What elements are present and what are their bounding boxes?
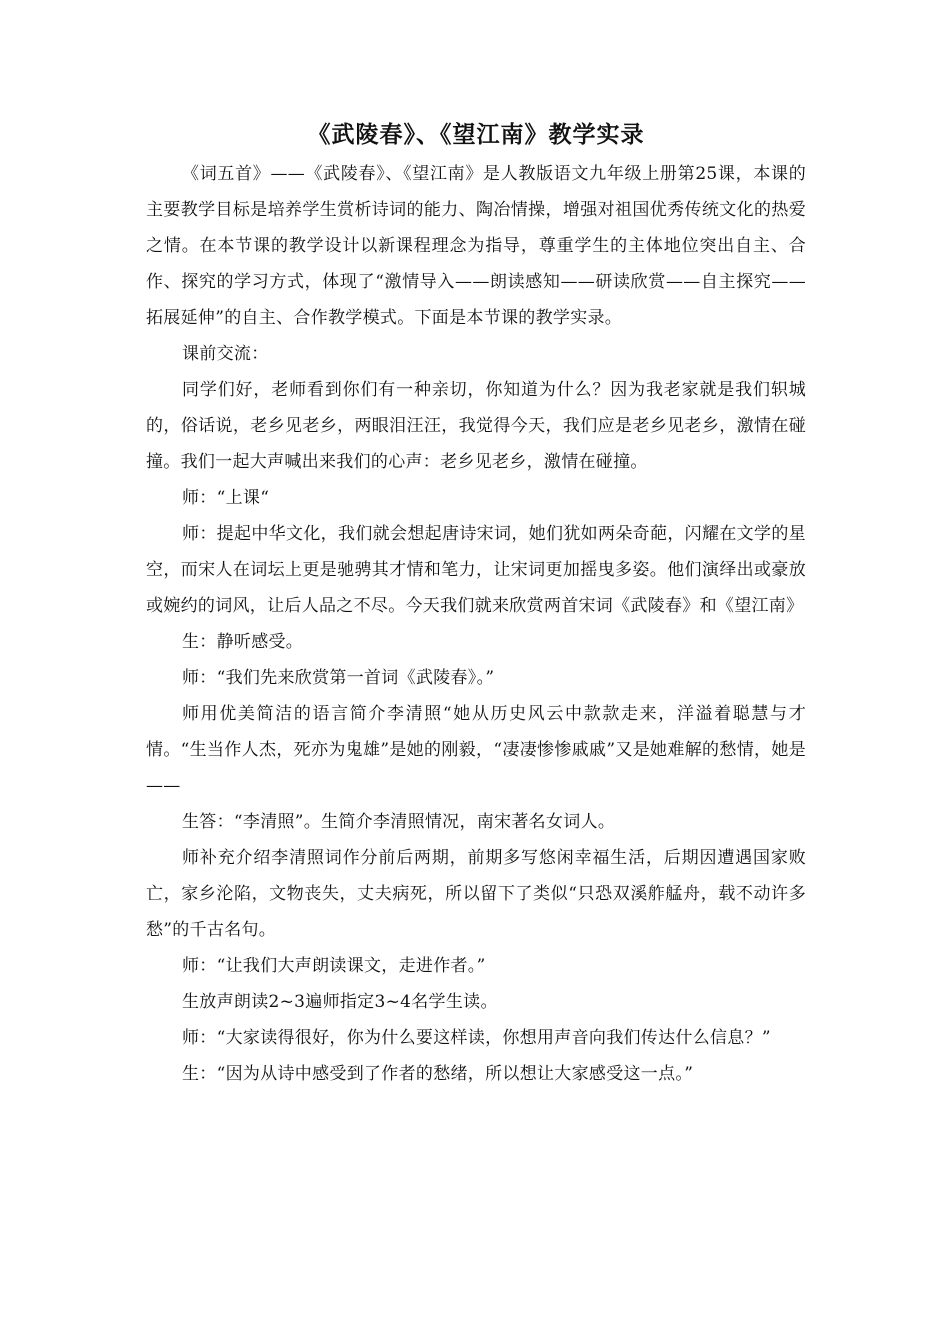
paragraph-teacher-supplement: 师补充介绍李清照词作分前后两期，前期多写悠闲幸福生活，后期因遭遇国家败亡，家乡沦陷，文物丧失，丈夫病死，所以留下了类似“只恐双溪舴艋舟，载不动许多愁”的千古名句。 [146,848,806,940]
paragraph-teacher-intro: 师：提起中华文化，我们就会想起唐诗宋词，她们犹如两朵奇葩，闪耀在文学的星空，而宋人在词坛上更是驰骋其才情和笔力，让宋词更加摇曳多姿。他们演绎出或豪放或婉约的词风，让后人品之不尽。今天我们就来欣赏两首宋词《武陵春》和《望江南》 [146,524,806,616]
paragraph-greeting: 同学们好，老师看到你们有一种亲切，你知道为什么？因为我老家就是我们轵城的，俗话说，老乡见老乡，两眼泪汪汪，我觉得今天，我们应是老乡见老乡，激情在碰撞。我们一起大声喊出来我们的心声：老乡见老乡，激情在碰撞。 [146,380,806,472]
document-page [146,116,806,1092]
document-title: 《武陵春》、《望江南》教学实录 [307,122,645,148]
paragraph-first-poem: 师：“我们先来欣赏第一首词《武陵春》。” [182,668,495,688]
paragraph-student-reading: 生放声朗读2~3遍师指定3~4名学生读。 [182,992,498,1012]
paragraph-student-listen: 生：静听感受。 [182,632,304,652]
paragraph-student-answer: 生答：“李清照”。生简介李清照情况，南宋著名女词人。 [182,812,616,832]
paragraph-pre-class-heading: 课前交流： [182,344,269,364]
paragraph-intro: 《词五首》——《武陵春》、《望江南》是人教版语文九年级上册第25课，本课的主要教学目标是培养学生赏析诗词的能力、陶冶情操，增强对祖国优秀传统文化的热爱之情。在本节课的教学设计以新课程理念为指导，尊重学生的主体地位突出自主、合作、探究的学习方式，体现了“激情导入——朗读感知——研读欣赏——自主探究——拓展延伸”的自主、合作教学模式。下面是本节课的教学实录。 [146,164,806,328]
paragraph-student-response: 生：“因为从诗中感受到了作者的愁绪，所以想让大家感受这一点。” [182,1064,694,1084]
paragraph-li-qingzhao-intro: 师用优美简洁的语言简介李清照“她从历史风云中款款走来，洋溢着聪慧与才情。“生当作人杰，死亦为鬼雄”是她的刚毅，“凄凄惨惨戚戚”又是她难解的愁情，她是—— [146,704,806,796]
paragraph-read-aloud: 师：“让我们大声朗读课文，走进作者。” [182,956,486,976]
paragraph-teacher-question: 师：“大家读得很好，你为什么要这样读，你想用声音向我们传达什么信息？” [182,1028,771,1048]
paragraph-start-class: 师：“上课“ [182,488,270,508]
